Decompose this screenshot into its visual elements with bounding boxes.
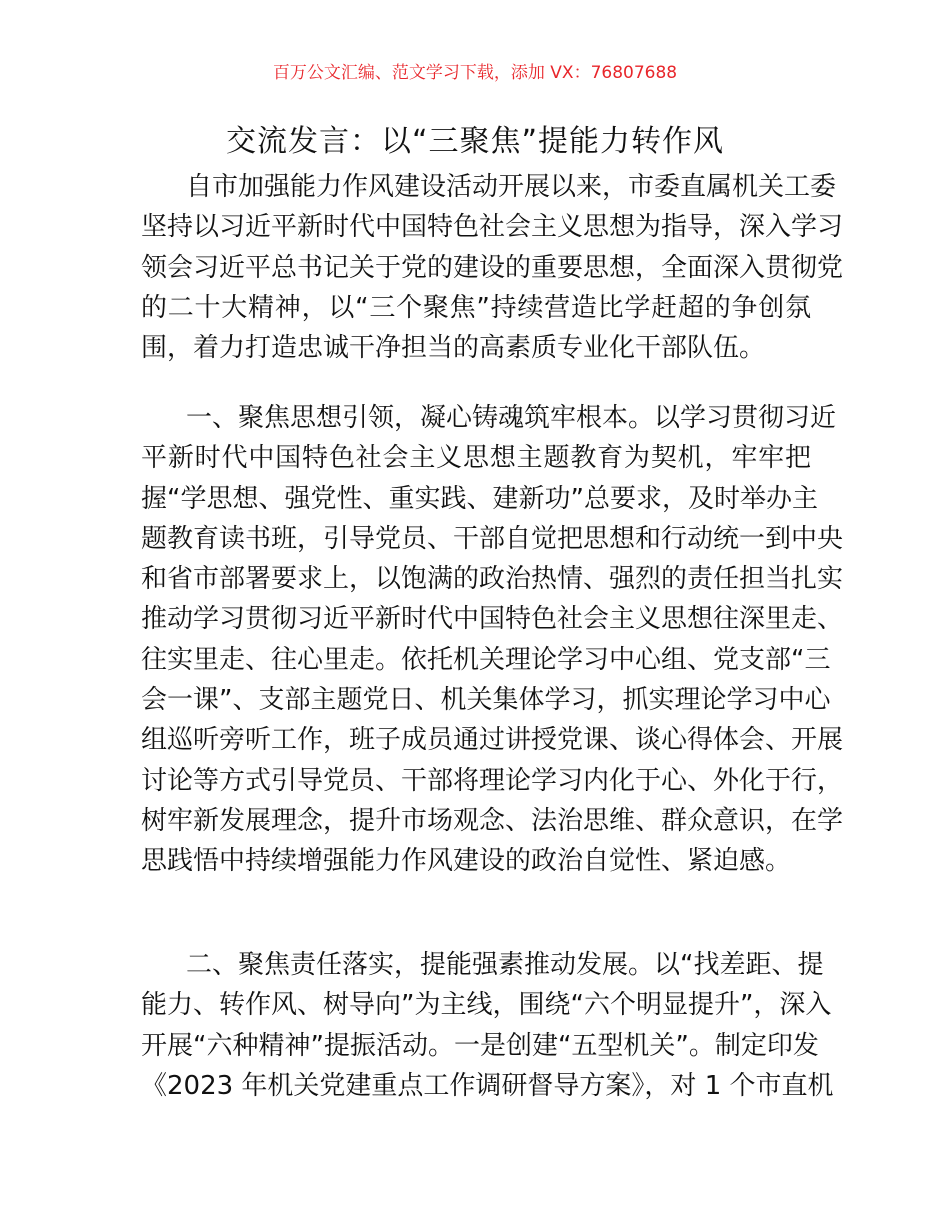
document-title: 交流发言：以“三聚焦”提能力转作风	[225, 124, 725, 159]
text-line: 二、聚焦责任落实，提能强素推动发展。以“找差距、提	[186, 950, 824, 980]
text-line: 会一课”、支部主题党日、机关集体学习，抓实理论学习中心	[141, 685, 831, 716]
text-line: 领会习近平总书记关于党的建设的重要思想，全面深入贯彻党	[141, 252, 844, 283]
text-line: 推动学习贯彻习近平新时代中国特色社会主义思想往深里走、	[141, 604, 844, 635]
paragraph-intro	[141, 167, 844, 368]
text-line: 题教育读书班，引导党员、干部自觉把思想和行动统一到中央	[141, 523, 844, 554]
text-line: 和省市部署要求上，以饱满的政治热情、强烈的责任担当扎实	[141, 564, 844, 595]
text-line: 讨论等方式引导党员、干部将理论学习内化于心、外化于行，	[141, 765, 844, 796]
text-line: 自市加强能力作风建设活动开展以来，市委直属机关工委	[186, 172, 837, 202]
text-line: 的二十大精神，以“三个聚焦”持续营造比学赶超的争创氛	[141, 292, 811, 323]
text-line: 坚持以习近平新时代中国特色社会主义思想为指导，深入学习	[141, 212, 844, 243]
text-line: 树牢新发展理念，提升市场观念、法治思维、群众意识，在学	[141, 805, 844, 836]
paragraph-section-two	[141, 945, 834, 1106]
text-line: 思践悟中持续增强能力作风建设的政治自觉性、紧迫感。	[141, 846, 792, 877]
text-line: 平新时代中国特色社会主义思想主题教育为契机，牢牢把	[141, 443, 811, 474]
text-line: 组巡听旁听工作，班子成员通过讲授党课、谈心得体会、开展	[141, 725, 844, 756]
text-line: 能力、转作风、树导向”为主线，围绕“六个明显提升”，深入	[141, 990, 832, 1021]
text-line: 《2023 年机关党建重点工作调研督导方案》，对 1 个市直机	[141, 1070, 834, 1101]
text-line: 围，着力打造忠诚干净担当的高素质专业化干部队伍。	[141, 333, 766, 364]
text-line: 往实里走、往心里走。依托机关理论学习中心组、党支部“三	[141, 644, 831, 675]
watermark-header: 百万公文汇编、范文学习下载，添加 VX：76807688	[272, 63, 678, 83]
paragraph-section-one	[141, 398, 844, 882]
text-line: 一、聚焦思想引领，凝心铸魂筑牢根本。以学习贯彻习近	[186, 403, 837, 433]
text-line: 开展“六种精神”提振活动。一是创建“五型机关”。制定印发	[141, 1030, 819, 1061]
text-line: 握“学思想、强党性、重实践、建新功”总要求，及时举办主	[141, 483, 818, 514]
